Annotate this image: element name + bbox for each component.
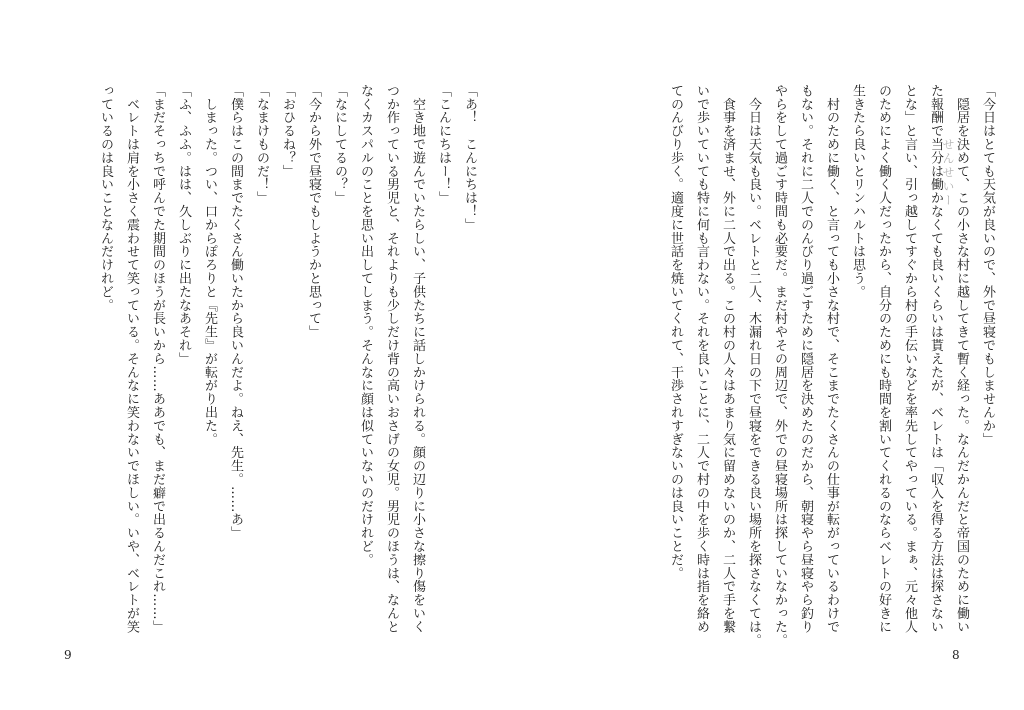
left-paragraph: 「なまけものだ！」 (254, 84, 269, 205)
left-paragraph: 「今から外で昼寝でもしようかと思って」 (306, 84, 321, 339)
left-paragraph: 空き地で遊んでいたらしい、子供たちに話しかけられる。顔の辺りに小さな擦り傷をいく (410, 84, 425, 634)
page-number-left: 9 (64, 648, 72, 662)
right-paragraph: もない。それに二人でのんびり過ごすために隠居を決めたのだから、朝寝やら昼寝やら釣り (798, 84, 813, 634)
running-head: せんせいー (941, 138, 955, 208)
left-paragraph: 「僕らはこの間までたくさん働いたから良いんだよ。ねえ、先生。……あ」 (228, 84, 243, 540)
left-paragraph: しまった。つい、口からぽろりと『先生』が転がり出た。 (202, 84, 217, 446)
left-paragraph: 「まだそっちで呼んでた期間のほうが長いから……ああでも、まだ癖で出るんだこれ……」 (150, 84, 165, 634)
right-paragraph: のためによく働く人だったから、自分のためにも時間を割いてくれるのならベレトの好きに (876, 84, 891, 634)
left-paragraph: 「ふ、ふふ。はは、久しぶりに出たなあそれ」 (176, 84, 191, 366)
right-paragraph: 隠居を決めて、この小さな村に越してきて暫く経った。なんだかんだと帝国のために働い (954, 84, 969, 634)
left-paragraph: 「おひるね？」 (280, 84, 295, 178)
left-paragraph: 「なにしてるの？」 (332, 84, 347, 205)
page-number-right: 8 (952, 648, 960, 662)
right-paragraph: やらをして過ごす時間も必要だ。まだ村やその周辺で、外での昼寝場所は探していなかった。 (772, 84, 787, 647)
left-paragraph: なくカスパルのことを思い出してしまう。そんなに顔は似ていないのだけれど。 (358, 84, 373, 567)
right-paragraph: 今日は天気も良い。ベレトと二人、木漏れ日の下で昼寝をできる良い場所を探さなくては。 (746, 84, 761, 647)
right-paragraph: とな」と言い、引っ越してすぐから村の手伝いなどを率先してやっている。まぁ、元々他人 (902, 84, 917, 634)
right-paragraph: てのんびり歩く。適度に世話を焼いてくれて、干渉されすぎないのは良いことだ。 (668, 84, 683, 580)
right-page (512, 0, 1024, 710)
left-paragraph: つか作っている男児と、それよりも少しだけ背の高いおさげの女児。男児のほうは、なんと (384, 84, 399, 634)
left-paragraph: 「こんにちはー！」 (436, 84, 451, 205)
left-paragraph: 「あ！ こんにちは！」 (462, 84, 477, 232)
right-paragraph: た報酬で当分は働かなくても良いくらいは貰えたが、ベレトは「収入を得る方法は探さない (928, 84, 943, 634)
left-paragraph: っているのは良いことなんだけれど。 (98, 84, 113, 312)
right-paragraph: 「今日はとても天気が良いので、外で昼寝でもしませんか」 (980, 84, 995, 446)
left-page-body (66, 84, 482, 654)
right-paragraph: いで歩いていても特に何も言わない。それを良いことに、二人で村の中を歩く時は指を絡め (694, 84, 709, 634)
left-paragraph: ベレトは肩を小さく震わせて笑っている。そんなに笑わないでほしい。いや、ベレトが笑 (124, 84, 139, 634)
right-paragraph: 村のために働く、と言っても小さな村で、そこまでたくさんの仕事が転がっているわけで (824, 84, 839, 634)
right-paragraph: 生きたら良いとリンハルトは思う。 (850, 84, 865, 299)
right-paragraph: 食事を済ませ、外に二人で出る。この村の人々はあまり気に留めないのか、二人で手を繋 (720, 84, 735, 634)
